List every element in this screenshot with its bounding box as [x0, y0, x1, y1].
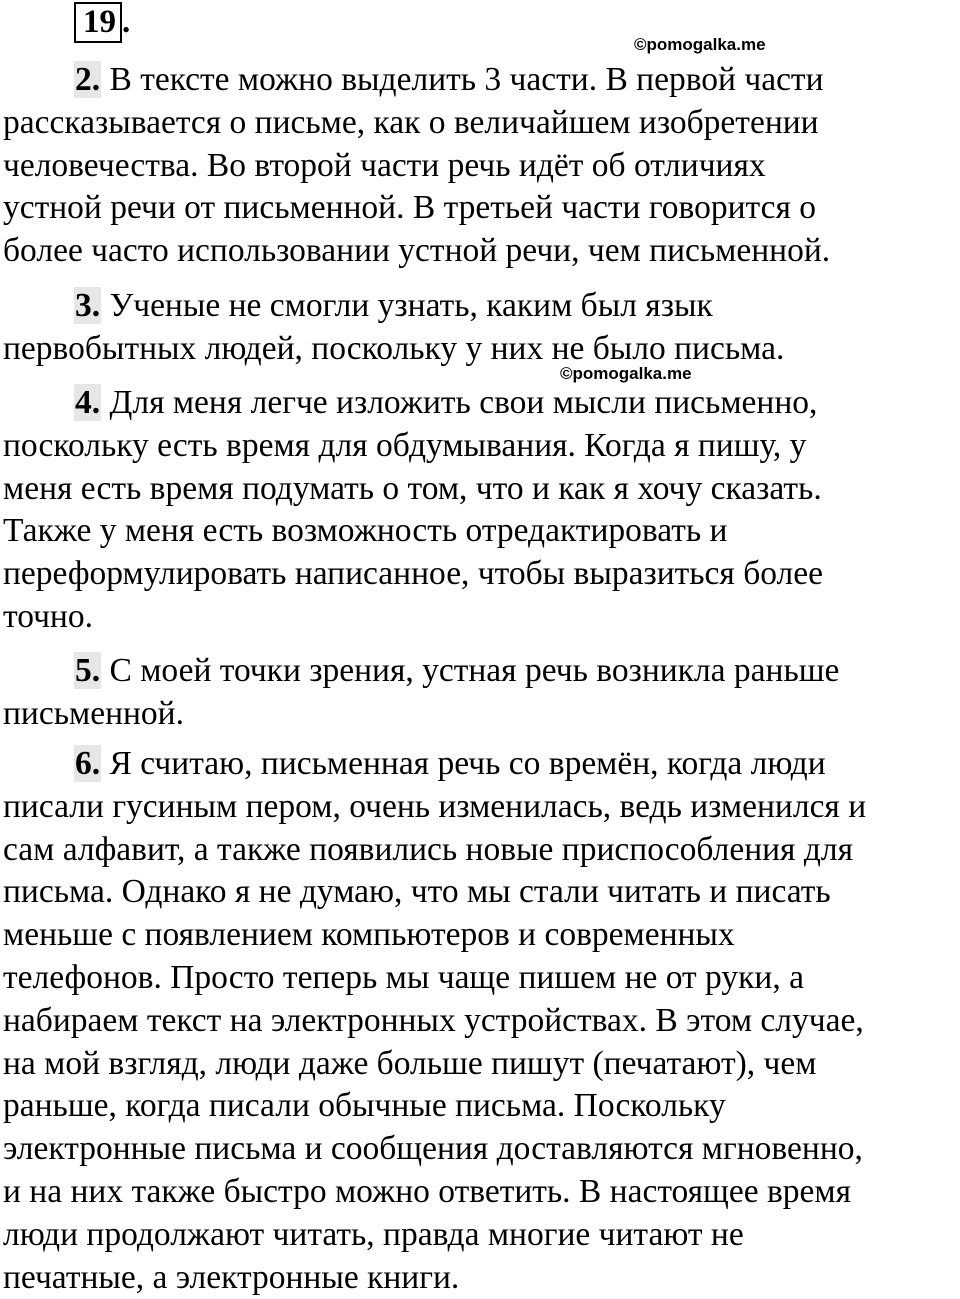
task-number	[74, 3, 130, 41]
answer-number: 5.	[75, 652, 101, 689]
answer-paragraph-3	[3, 285, 958, 371]
answer-text: Ученые не смогли узнать, каким был язык первобытных людей, поскольку у них не было письма.	[3, 287, 785, 367]
answer-number: 2.	[75, 61, 101, 98]
answer-number: 3.	[75, 287, 101, 324]
answer-number: 6.	[75, 745, 101, 782]
answer-text: Я считаю, письменная речь со времён, когда люди писали гусиным пером, очень изменилась, ведь изменился и сам алфавит, а также появились новые приспособления для письма. Однако я не думаю, что мы стали читать и писать меньше с появлением компьютеров и современных телефонов. Просто теперь мы чаще пишем не от руки, а набираем текст на электронных устройствах. В этом случае, на мой взгляд, люди даже больше пишут (печатают), чем раньше, когда писали обычные письма. Поскольку электронные письма и сообщения доставляются мгновенно, и на них также быстро можно ответить. В настоящее время люди продолжают читать, правда многие читают не печатные, а электронные книги.	[3, 745, 867, 1296]
answer-number: 4.	[75, 384, 101, 421]
answer-text: В тексте можно выделить 3 части. В первой части рассказывается о письме, как о величайшем изобретении человечества. Во второй части речь идёт об отличиях устной речи от письменной. В третьей части говорится о более часто использовании устной речи, чем письменной.	[3, 61, 831, 270]
watermark: ©pomogalka.me	[560, 364, 692, 383]
answer-text: С моей точки зрения, устная речь возникла раньше письменной.	[3, 652, 840, 732]
answer-paragraph-5	[3, 650, 958, 736]
task-number-suffix: .	[122, 3, 131, 40]
answer-text: Для меня легче изложить свои мысли письменно, поскольку есть время для обдумывания. Когда я пишу, у меня есть время подумать о том, что и как я хочу сказать. Также у меня есть возможность отредактировать и переформулировать написанное, чтобы выразиться более точно.	[3, 384, 824, 635]
answer-paragraph-2	[3, 59, 958, 273]
answer-paragraph-6	[3, 743, 958, 1299]
watermark: ©pomogalka.me	[634, 35, 766, 54]
answer-paragraph-4	[3, 382, 958, 639]
task-number-box: 19	[74, 2, 122, 43]
